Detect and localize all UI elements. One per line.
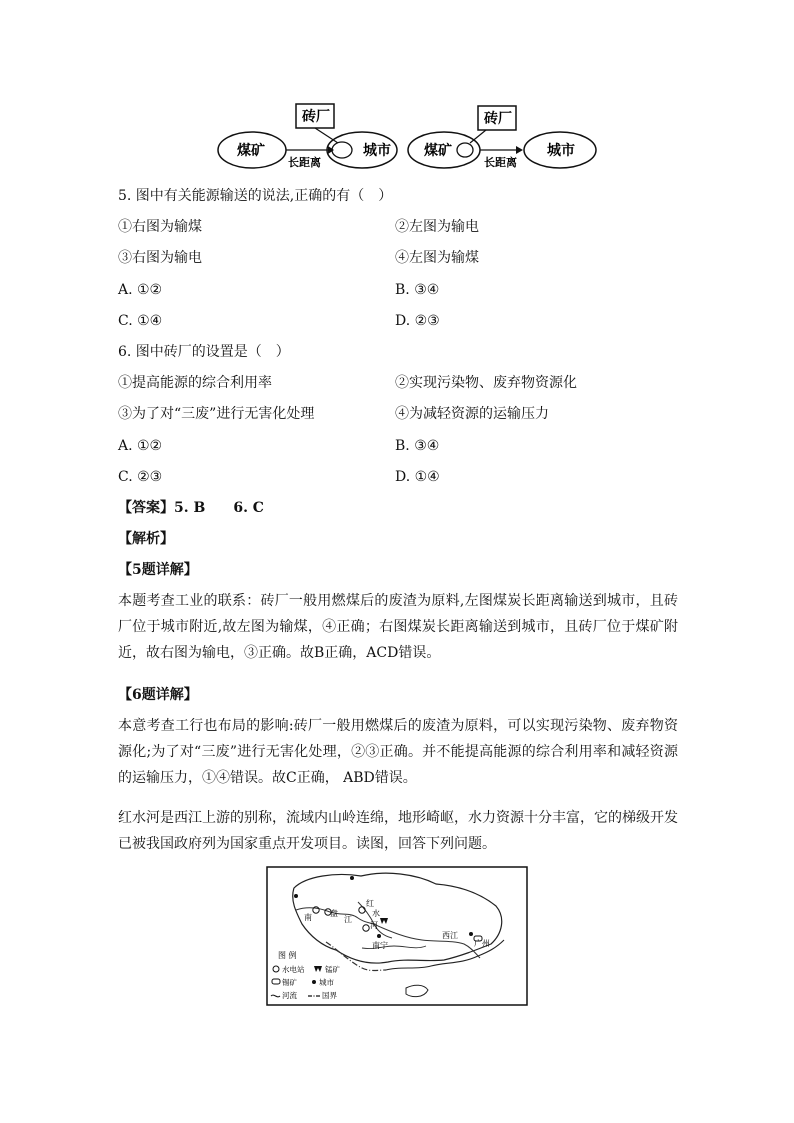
q5-choice-b: B. ③④ xyxy=(395,282,440,298)
detail6-text: 本意考查工行也布局的影响:砖厂一般用燃煤后的废渣为原料，可以实现污染物、废弃物资源化;为了对“三废”进行无害化处理，②③正确。并不能提高能源的综合利用率和减轻资源的运输压力，①④错误。故C正确， ABD错误。 xyxy=(118,718,678,786)
legend-border: 国界 xyxy=(322,991,337,1000)
coal-mine-label: 煤矿 xyxy=(237,143,265,159)
q5-stem: 5. 图中有关能源输送的说法,正确的有（ ） xyxy=(118,188,393,204)
city-dot xyxy=(469,932,473,936)
brick-factory-label: 砖厂 xyxy=(484,111,512,127)
brick-factory-ellipse xyxy=(332,142,352,158)
q5-option-3: ③右图为输电 xyxy=(118,250,202,266)
q6-option-1: ①提高能源的综合利用率 xyxy=(118,375,272,391)
city-dot xyxy=(312,980,316,984)
detail5-title: 【5题详解】 xyxy=(118,562,198,578)
coal-mine-label: 煤矿 xyxy=(424,143,452,159)
city-label: 城市 xyxy=(363,143,391,159)
legend-title: 图 例 xyxy=(278,951,297,960)
detail6-title: 【6题详解】 xyxy=(118,687,198,703)
right-figure xyxy=(408,106,596,169)
q5-choice-d: D. ②③ xyxy=(395,313,440,329)
connector-line xyxy=(470,130,486,143)
city-dot xyxy=(377,934,381,938)
q6-choice-a: A. ①② xyxy=(118,438,163,454)
map-label-nanning: 南宁 xyxy=(372,941,388,950)
detail5-text: 本题考查工业的联系：砖厂一般用燃煤后的废渣为原料,左图煤炭长距离输送到城市，且砖厂位于城市附近,故左图为输煤，④正确；右图煤炭长距离输送到城市，且砖厂位于煤矿附近，故右图为输电，③正确。故B正确，ACD错误。 xyxy=(118,593,678,661)
q6-stem: 6. 图中砖厂的设置是（ ） xyxy=(118,344,290,360)
city-label: 城市 xyxy=(547,143,575,159)
q6-option-3: ③为了对“三废”进行无害化处理 xyxy=(118,406,315,422)
map-label-shui: 水 xyxy=(372,909,380,918)
hongshui-river-map xyxy=(266,866,528,1006)
city-dot xyxy=(350,876,354,880)
q5-choice-a: A. ①② xyxy=(118,282,163,298)
q6-option-2: ②实现污染物、废弃物资源化 xyxy=(395,375,577,391)
map-frame xyxy=(267,867,527,1005)
map-label-jiang: 江 xyxy=(344,915,352,924)
intro-paragraph: 红水河是西江上游的别称，流域内山岭连绵，地形崎岖，水力资源十分丰富，它的梯级开发已被我国政府列为国家重点开发项目。读图，回答下列问题。 xyxy=(118,810,678,852)
legend-hydro: 水电站 xyxy=(282,965,305,974)
q6-choice-b: B. ③④ xyxy=(395,438,440,454)
q5-choice-c: C. ①④ xyxy=(118,313,163,329)
city-dot xyxy=(294,894,298,898)
legend-mn: 锰矿 xyxy=(325,965,340,974)
q5-option-2: ②左图为输电 xyxy=(395,219,479,235)
q6-choice-c: C. ②③ xyxy=(118,469,163,485)
legend-river: 河流 xyxy=(282,991,297,1000)
left-figure xyxy=(218,104,397,169)
answer-line: 【答案】5. B 6. C xyxy=(118,500,264,516)
connector-line xyxy=(315,128,338,143)
q6-option-4: ④为减轻资源的运输压力 xyxy=(395,406,549,422)
brick-factory-label: 砖厂 xyxy=(302,109,330,125)
q5-option-1: ①右图为输煤 xyxy=(118,219,202,235)
q6-choice-d: D. ①④ xyxy=(395,469,440,485)
legend-sn: 锡矿 xyxy=(282,978,297,987)
arrow-head xyxy=(516,146,523,154)
map-label-pan: 盘 xyxy=(330,909,338,918)
legend-city: 城市 xyxy=(319,978,334,987)
q5-option-4: ④左图为输煤 xyxy=(395,250,479,266)
map-label-hong: 红 xyxy=(366,899,374,908)
map-label-he: 河 xyxy=(370,921,378,930)
map-label-xijiang: 西江 xyxy=(442,931,458,940)
map-label-nan: 南 xyxy=(304,913,312,922)
brick-factory-ellipse xyxy=(457,143,473,157)
energy-transport-diagram xyxy=(210,100,600,172)
distance-label: 长距离 xyxy=(288,156,321,169)
distance-label: 长距离 xyxy=(484,156,517,169)
map-label-guangzhou: 广州 xyxy=(474,939,490,948)
analysis-title: 【解析】 xyxy=(118,531,174,547)
